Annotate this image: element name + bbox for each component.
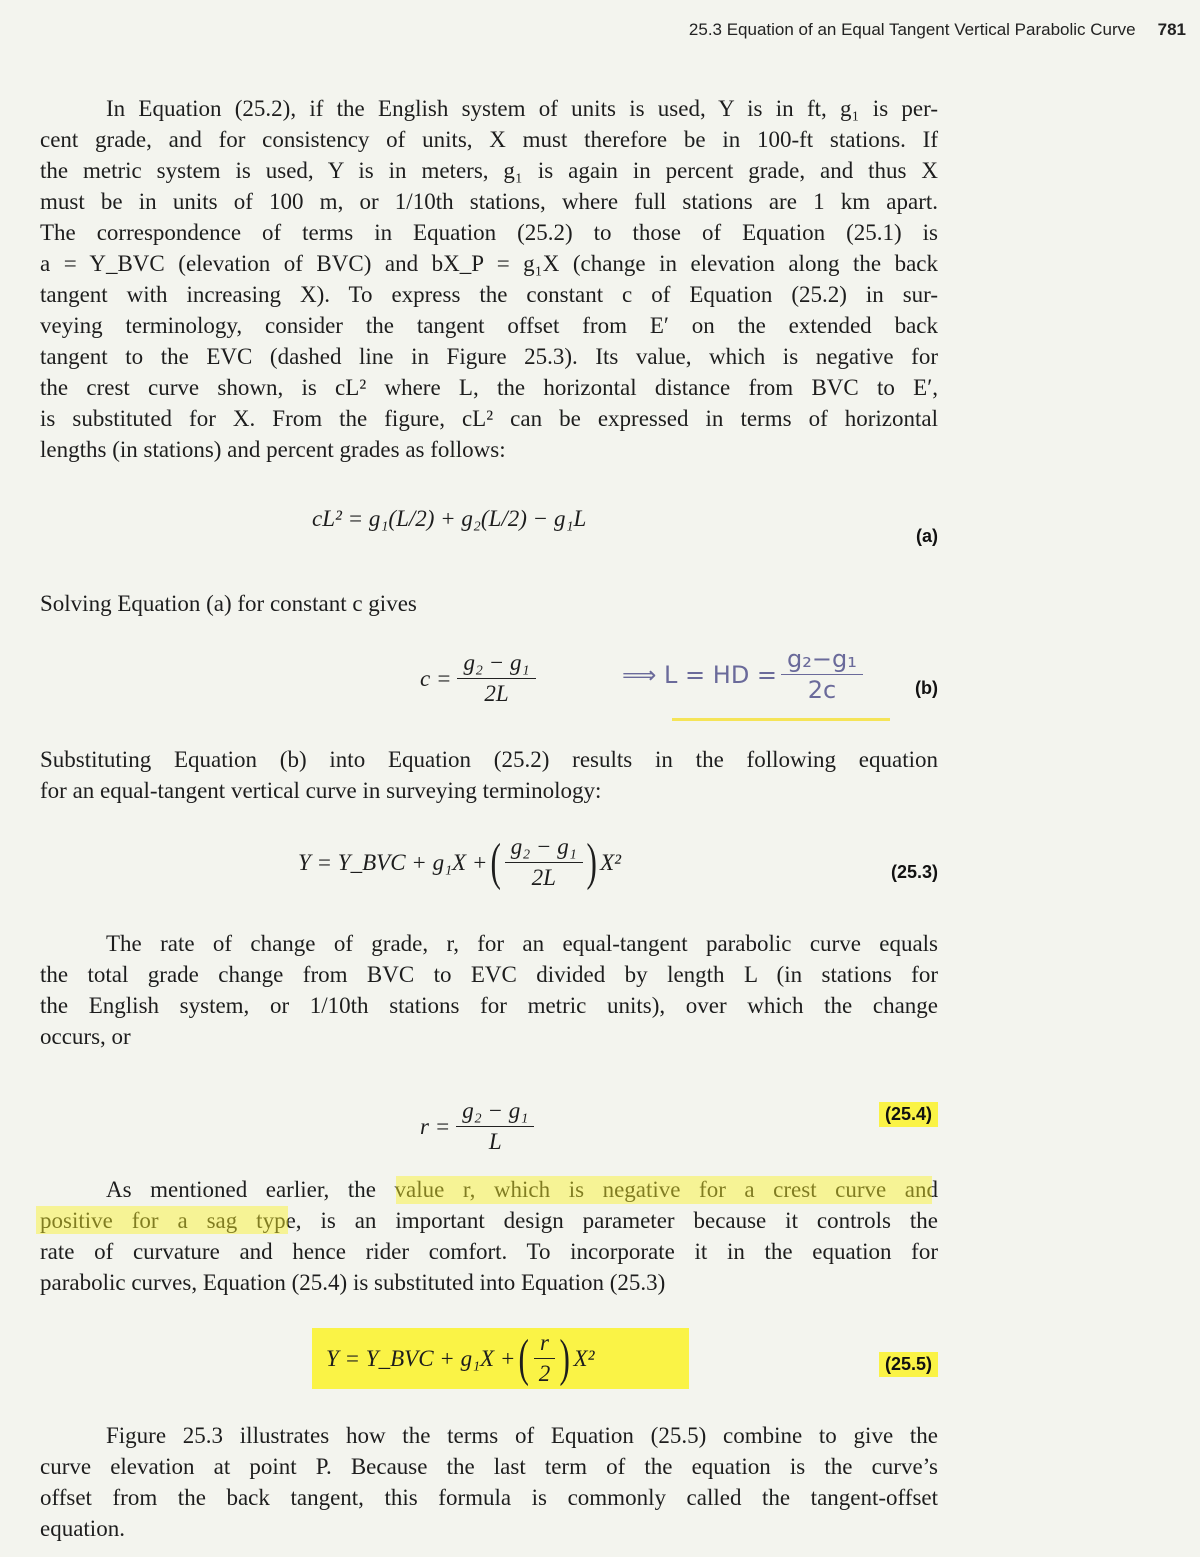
para1-line: tangent with increasing X). To express the constant c of Equation (25.2) in sur-	[40, 282, 938, 307]
equation-25-3-numerator: g₂ − g₁	[505, 834, 583, 863]
para1-line: tangent to the EVC (dashed line in Figure 25.3). Its value, which is negative for	[40, 344, 938, 369]
equation-b-label: (b)	[915, 678, 938, 698]
equation-25-4-denominator: L	[488, 1129, 502, 1154]
equation-b-denominator: 2L	[484, 681, 509, 706]
para6-line: Figure 25.3 illustrates how the terms of Equation (25.5) combine to give the	[106, 1423, 938, 1448]
equation-25-5-numerator: r	[534, 1330, 555, 1359]
equation-25-5-label: (25.5)	[879, 1352, 938, 1377]
equation-25-3	[298, 834, 621, 891]
para1-line: The correspondence of terms in Equation (25.2) to those of Equation (25.1) is	[40, 220, 938, 245]
section-title: 25.3 Equation of an Equal Tangent Vertical Parabolic Curve	[688, 20, 1136, 39]
equation-b-fraction	[457, 650, 535, 707]
para1-line: a = Y_BVC (elevation of BVC) and bX_P = g₁X (change in elevation along the back	[40, 251, 938, 276]
para5-line: positive for a sag type, is an important design parameter because it controls the	[40, 1208, 938, 1233]
para1-line: In Equation (25.2), if the English system of units is used, Y is in ft, g₁ is per-	[106, 96, 938, 121]
highlight-mark	[36, 1206, 288, 1234]
left-paren: (	[490, 833, 502, 891]
equation-25-3-denominator: 2L	[531, 865, 556, 890]
para1-line: must be in units of 100 m, or 1/10th stations, where full stations are 1 km apart.	[40, 189, 938, 214]
equation-25-5	[312, 1328, 689, 1389]
equation-a-expression: cL² = g₁(L/2) + g₂(L/2) − g₁L	[312, 506, 587, 531]
para3-line: Substituting Equation (b) into Equation (25.2) results in the following equation	[40, 747, 938, 772]
equation-25-5-tail: X²	[573, 1345, 595, 1371]
paragraph-1	[40, 93, 938, 465]
equation-25-5-denominator: 2	[538, 1361, 551, 1386]
handwritten-arrow-text: ⟹ L = HD =	[622, 660, 778, 689]
equation-a-label: (a)	[916, 526, 938, 546]
equation-25-3-fraction	[505, 834, 583, 891]
para1-line: the metric system is used, Y is in meters, g₁ is again in percent grade, and thus X	[40, 158, 938, 183]
handwritten-note	[622, 646, 869, 703]
handwritten-numerator: g₂−g₁	[781, 646, 863, 675]
equation-b-lhs: c =	[420, 665, 452, 691]
para3-line: for an equal-tangent vertical curve in surveying terminology:	[40, 778, 602, 803]
equation-25-3-lhs: Y = Y_BVC + g₁X +	[298, 849, 488, 875]
equation-25-4-label: (25.4)	[879, 1102, 938, 1127]
left-paren: (	[518, 1329, 530, 1387]
para1-line: cent grade, and for consistency of units, X must therefore be in 100-ft stations. If	[40, 127, 938, 152]
para1-line: the crest curve shown, is cL² where L, the horizontal distance from BVC to E′,	[40, 375, 938, 400]
handwritten-fraction	[781, 646, 863, 703]
equation-b-numerator: g₂ − g₁	[457, 650, 535, 679]
para5-line: rate of curvature and hence rider comfort. To incorporate it in the equation for	[40, 1239, 938, 1264]
page-number: 781	[1157, 20, 1186, 39]
paragraph-2	[40, 588, 938, 619]
highlight-mark	[396, 1176, 932, 1204]
para6-line: offset from the back tangent, this formula is commonly called the tangent-offset	[40, 1485, 938, 1510]
para1-line: is substituted for X. From the figure, cL² can be expressed in terms of horizontal	[40, 406, 938, 431]
para6-line: equation.	[40, 1516, 125, 1541]
equation-25-4-fraction	[456, 1098, 534, 1155]
equation-25-5-lhs: Y = Y_BVC + g₁X +	[326, 1345, 516, 1371]
para6-line: curve elevation at point P. Because the last term of the equation is the curve’s	[40, 1454, 938, 1479]
para4-line: the total grade change from BVC to EVC divided by length L (in stations for	[40, 962, 938, 987]
para4-line: The rate of change of grade, r, for an equal-tangent parabolic curve equals	[106, 931, 938, 956]
paragraph-3	[40, 744, 938, 806]
equation-25-3-label: (25.3)	[890, 862, 938, 882]
running-header	[689, 20, 1186, 40]
equation-25-4-lhs: r =	[420, 1113, 451, 1139]
equation-25-3-tail: X²	[600, 849, 622, 875]
para1-line: veying terminology, consider the tangent offset from E′ on the extended back	[40, 313, 938, 338]
underline-mark	[672, 718, 890, 721]
equation-b	[420, 650, 542, 707]
handwritten-denominator: 2c	[807, 676, 837, 704]
para4-line: occurs, or	[40, 1024, 131, 1049]
para2-line: Solving Equation (a) for constant c gives	[40, 591, 417, 616]
para1-line: lengths (in stations) and percent grades as follows:	[40, 437, 506, 462]
equation-a	[312, 506, 586, 532]
right-paren: )	[559, 1329, 571, 1387]
para5-line: As mentioned earlier, the value r, which is negative for a crest curve and	[106, 1177, 938, 1202]
para5-line: parabolic curves, Equation (25.4) is substituted into Equation (25.3)	[40, 1270, 666, 1295]
para4-line: the English system, or 1/10th stations for metric units), over which the change	[40, 993, 938, 1018]
equation-25-5-fraction	[533, 1330, 557, 1387]
paragraph-6	[40, 1420, 938, 1544]
equation-25-4-numerator: g₂ − g₁	[456, 1098, 534, 1127]
equation-25-4	[420, 1098, 540, 1155]
right-paren: )	[586, 833, 597, 891]
paragraph-4	[40, 928, 938, 1052]
